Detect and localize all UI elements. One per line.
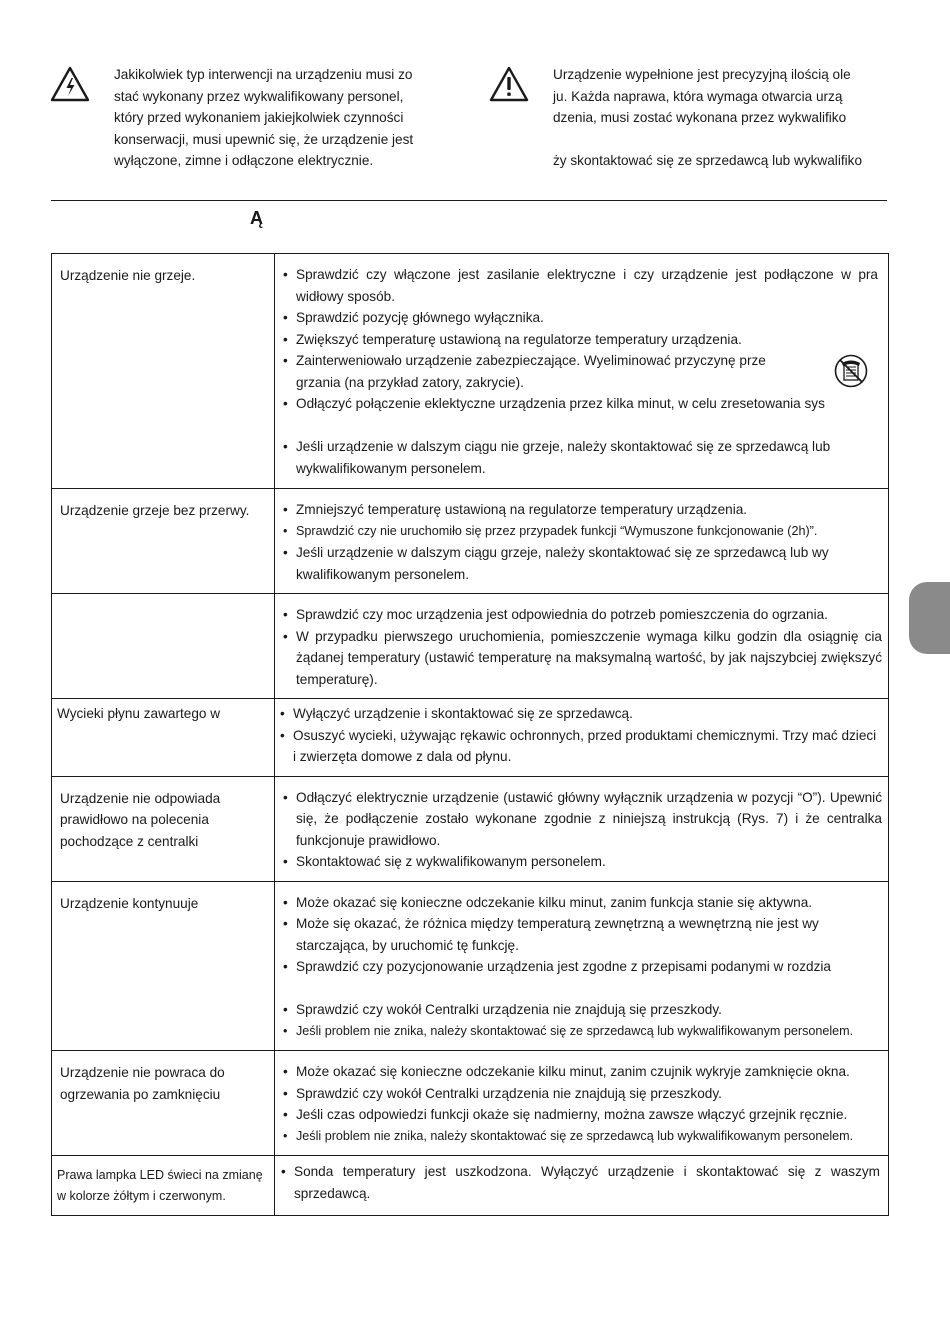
list-item: • W przypadku pierwszego uruchomienia, pomieszczenie wymaga kilku godzin dla osiągnię cia żądanej temperatury (ustawić temperaturę na maksymalną wartość, by jak najszybciej zwiększyć temperaturę). — [283, 626, 882, 691]
solution-cell — [275, 594, 889, 699]
problem-cell: Wycieki płynu zawartego w — [52, 699, 275, 777]
problem-cell: Urządzenie nie grzeje. — [52, 254, 275, 489]
electric-warning-text: Jakikolwiek typ interwencji na urządzeniu musi zo stać wykonany przez wykwalifikowany personel, który przed wykonaniem jakiejkolwiek czynności konserwacji, musi upewnić się, że urządzenie jest wyłączone, zimne i odłączone elektrycznie. — [114, 67, 414, 168]
table-row — [52, 594, 889, 699]
list-item: • Odłączyć połączenie eklektyczne urządzenia przez kilka minut, w celu zresetowania sys — [283, 393, 882, 415]
solution-cell — [275, 254, 889, 489]
list-item: • Sprawdzić czy pozycjonowanie urządzenia jest zgodne z przepisami podanymi w rozdzia — [283, 956, 882, 978]
list-item: • Sonda temperatury jest uszkodzona. Wyłączyć urządzenie i skontaktować się z waszym sprzedawcą. — [281, 1161, 882, 1204]
list-item: • Jeśli czas odpowiedzi funkcji okaże się nadmierny, można zawsze włączyć grzejnik ręcznie. — [283, 1104, 882, 1126]
list-item: • Sprawdzić czy wokół Centralki urządzenia nie znajdują się przeszkody. — [283, 1083, 882, 1105]
electric-hazard-icon — [50, 66, 90, 102]
table-row — [52, 1156, 889, 1216]
problem-cell: Urządzenie grzeje bez przerwy. — [52, 489, 275, 594]
chapter-tab — [909, 582, 950, 654]
general-warning-icon — [489, 66, 529, 102]
list-item: • Może się okazać, że różnica między temperaturą zewnętrzną a wewnętrzną nie jest wy starczająca, by uruchomić tę funkcję. — [283, 913, 882, 956]
list-item: • Sprawdzić czy włączone jest zasilanie elektryczne i czy urządzenie jest podłączone w pra widłowy sposób. — [283, 264, 882, 307]
list-item: • Jeśli problem nie znika, należy skontaktować się ze sprzedawcą lub wykwalifikowanym personelem. — [283, 1021, 882, 1043]
table-row — [52, 489, 889, 594]
table-row — [52, 254, 889, 489]
table-row — [52, 699, 889, 777]
list-item: • Jeśli problem nie znika, należy skontaktować się ze sprzedawcą lub wykwalifikowanym personelem. — [283, 1126, 882, 1148]
problem-cell: Urządzenie nie powraca do ogrzewania po zamknięciu — [52, 1051, 275, 1156]
problem-cell: Prawa lampka LED świeci na zmianę w kolorze żółtym i czerwonym. — [52, 1156, 275, 1216]
problem-cell — [52, 594, 275, 699]
oil-warning-text: Urządzenie wypełnione jest precyzyjną ilością ole ju. Każda naprawa, która wymaga otwarcia urzą dzenia, musi zostać wykonana przez wykwalifiko ży skontaktować się ze sprzedawcą lub wykwalifiko — [553, 67, 863, 168]
list-item: • Sprawdzić czy wokół Centralki urządzenia nie znajdują się przeszkody. — [283, 999, 882, 1021]
solution-cell — [275, 881, 889, 1051]
problem-cell: Urządzenie nie odpowiada prawidłowo na polecenia pochodzące z centralki — [52, 776, 275, 881]
do-not-cover-icon — [834, 354, 868, 388]
list-item: • Skontaktować się z wykwalifikowanym personelem. — [283, 851, 882, 873]
solution-cell — [275, 699, 889, 777]
list-item: • Osuszyć wycieki, używając rękawic ochronnych, przed produktami chemicznymi. Trzy mać dzieci i zwierzęta domowe z dala od płynu. — [280, 725, 882, 768]
table-row — [52, 881, 889, 1051]
table-row — [52, 776, 889, 881]
section-divider — [51, 200, 887, 201]
list-item: • Jeśli urządzenie w dalszym ciągu nie grzeje, należy skontaktować się ze sprzedawcą lub wykwalifikowanym personelem. — [283, 436, 882, 479]
list-item: • Sprawdzić pozycję głównego wyłącznika. — [283, 307, 882, 329]
list-item: • Zmniejszyć temperaturę ustawioną na regulatorze temperatury urządzenia. — [283, 499, 882, 521]
problem-cell: Urządzenie kontynuuje — [52, 881, 275, 1051]
troubleshooting-table — [51, 253, 889, 1216]
list-item: • Może okazać się konieczne odczekanie kilku minut, zanim czujnik wykryje zamknięcie okna. — [283, 1061, 882, 1083]
list-item: • Zainterweniowało urządzenie zabezpieczające. Wyeliminować przyczynę prze grzania (na przykład zatory, zakrycie). — [283, 350, 882, 393]
list-item: • Wyłączyć urządzenie i skontaktować się ze sprzedawcą. — [280, 703, 882, 725]
solution-cell — [275, 1051, 889, 1156]
list-item: • Sprawdzić czy nie uruchomiło się przez przypadek funkcji “Wymuszone funkcjonowanie (2h)”. — [283, 521, 882, 543]
solution-cell — [275, 776, 889, 881]
list-item: • Jeśli urządzenie w dalszym ciągu grzeje, należy skontaktować się ze sprzedawcą lub wy kwalifikowanym personelem. — [283, 542, 882, 585]
list-item: • Zwiększyć temperaturę ustawioną na regulatorze temperatury urządzenia. — [283, 329, 882, 351]
solution-cell — [275, 1156, 889, 1216]
list-item: • Odłączyć elektrycznie urządzenie (ustawić główny wyłącznik urządzenia w pozycji “O”). Upewnić się, że podłączenie zostało wykonane zgodnie z niniejszą instrukcją (Rys. 7) i że centralka funkcjonuje prawidłowo. — [283, 787, 882, 852]
table-row — [52, 1051, 889, 1156]
list-item: • Sprawdzić czy moc urządzenia jest odpowiednia do potrzeb pomieszczenia do ogrzania. — [283, 604, 882, 626]
solution-cell — [275, 489, 889, 594]
section-heading: Ą — [250, 208, 263, 228]
list-item: • Może okazać się konieczne odczekanie kilku minut, zanim funkcja stanie się aktywna. — [283, 892, 882, 914]
